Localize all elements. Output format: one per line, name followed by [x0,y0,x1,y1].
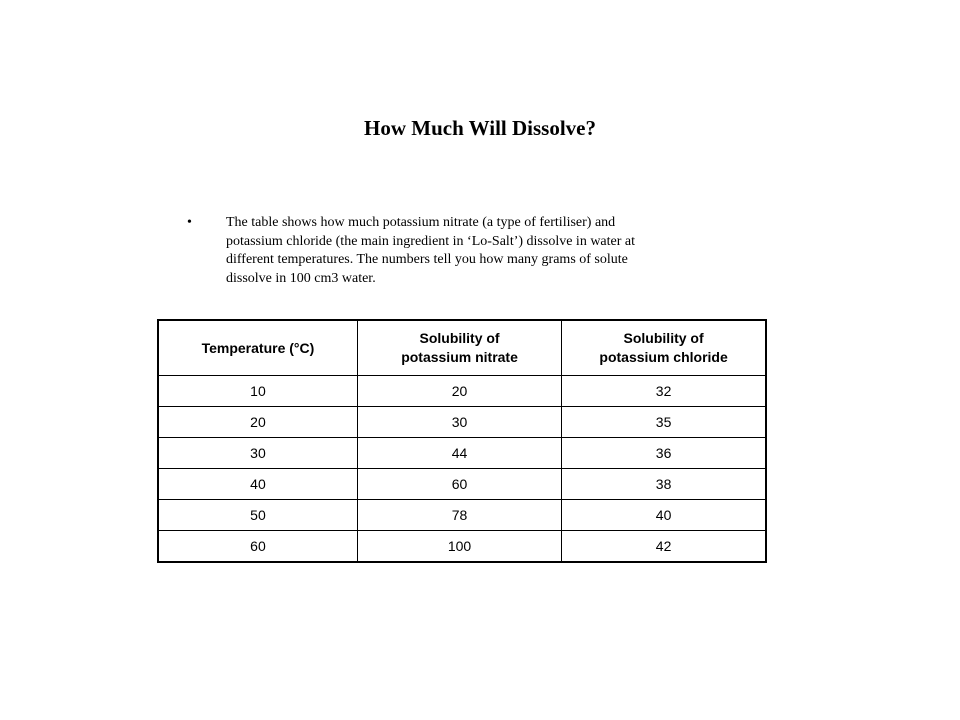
header-line: Solubility of [419,330,500,346]
bullet-line: different temperatures. The numbers tell you how many grams of solute [226,252,628,267]
bullet-line: dissolve in 100 cm3 water. [226,270,376,286]
cell-temperature: 10 [158,376,357,407]
cell-chloride: 36 [562,438,766,469]
cell-chloride: 38 [562,469,766,500]
cell-chloride: 32 [562,376,766,407]
cell-nitrate: 78 [357,500,561,531]
header-line: potassium chloride [599,349,728,365]
bullet-text [226,214,726,288]
cell-temperature: 50 [158,500,357,531]
cell-nitrate: 20 [357,376,561,407]
table-row [158,438,766,469]
header-line: Solubility of [623,330,704,346]
slide-title: How Much Will Dissolve? [364,116,596,140]
bullet-line: potassium chloride (the main ingredient in ‘Lo-Salt’) dissolve in water at [226,233,636,249]
table-row [158,500,766,531]
bullet-line: The table shows how much potassium nitrate (a type of fertiliser) and [226,215,616,230]
cell-temperature: 40 [158,469,357,500]
cell-chloride: 40 [562,500,766,531]
solubility-table [157,319,767,563]
table-row [158,469,766,500]
cell-chloride: 42 [562,531,766,563]
header-potassium-nitrate [357,320,561,376]
table-row [158,376,766,407]
bullet-marker: • [187,215,192,230]
header-temperature-text: Temperature (°C) [201,339,315,356]
cell-temperature: 60 [158,531,357,563]
cell-nitrate: 60 [357,469,561,500]
header-temperature [158,320,357,376]
table-header-row [158,320,766,376]
cell-nitrate: 44 [357,438,561,469]
table-row [158,531,766,563]
cell-nitrate: 30 [357,407,561,438]
cell-temperature: 20 [158,407,357,438]
header-potassium-chloride [562,320,766,376]
header-line: potassium nitrate [401,349,518,365]
cell-nitrate: 100 [357,531,561,563]
table-row [158,407,766,438]
cell-chloride: 35 [562,407,766,438]
cell-temperature: 30 [158,438,357,469]
